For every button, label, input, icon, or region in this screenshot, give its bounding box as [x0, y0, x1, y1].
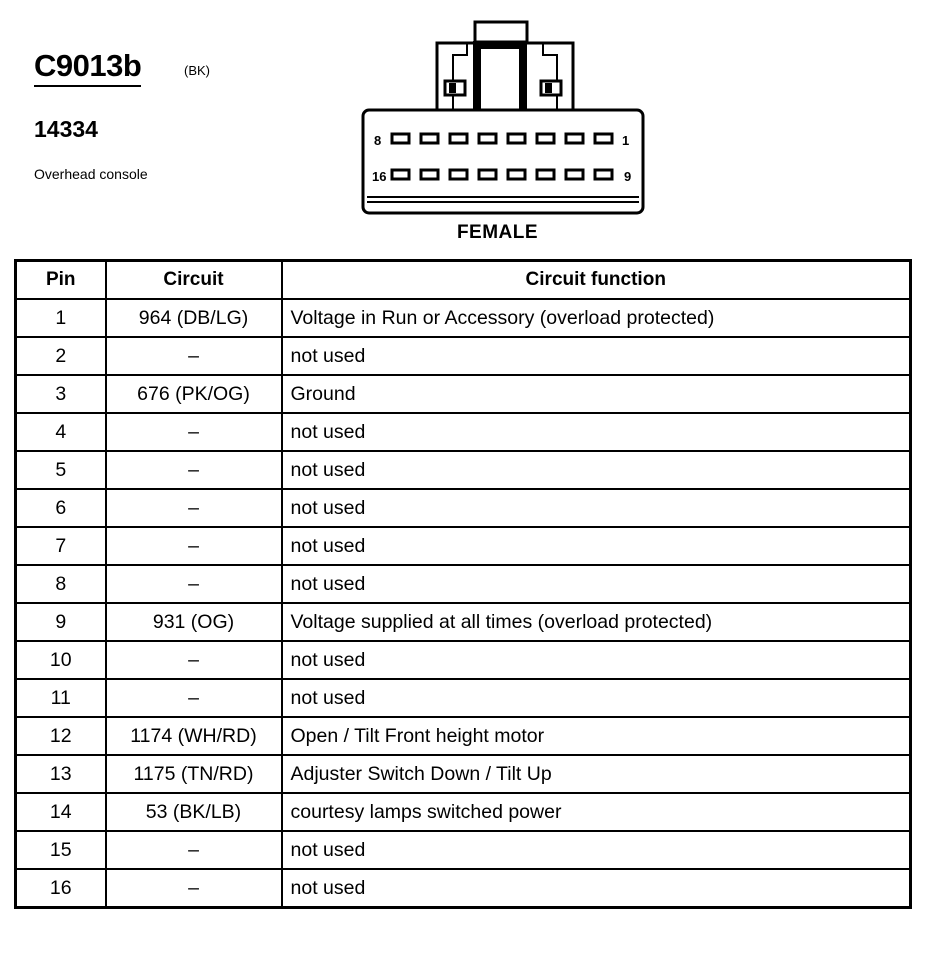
pin-cell: 6 — [16, 489, 106, 527]
table-row — [16, 413, 911, 451]
pin-cell: 4 — [16, 413, 106, 451]
circuit-cell: – — [106, 413, 282, 451]
pin-cavity — [450, 134, 467, 143]
pin-label-16: 16 — [372, 169, 387, 184]
pin-cavity — [479, 134, 496, 143]
circuit-cell: – — [106, 641, 282, 679]
circuit-cell: – — [106, 451, 282, 489]
connector-upper-housing — [437, 43, 573, 110]
pin-cell: 2 — [16, 337, 106, 375]
pin-cell: 10 — [16, 641, 106, 679]
table-row — [16, 717, 911, 755]
function-cell: not used — [282, 831, 911, 869]
circuit-cell: 931 (OG) — [106, 603, 282, 641]
circuit-cell: 676 (PK/OG) — [106, 375, 282, 413]
function-cell: Voltage in Run or Accessory (overload protected) — [282, 299, 911, 337]
table-row — [16, 793, 911, 831]
function-cell: not used — [282, 337, 911, 375]
function-cell: not used — [282, 641, 911, 679]
pin-cell: 15 — [16, 831, 106, 869]
table-row — [16, 451, 911, 489]
pinout-table — [14, 259, 912, 909]
function-cell: not used — [282, 451, 911, 489]
function-cell: Open / Tilt Front height motor — [282, 717, 911, 755]
circuit-cell: – — [106, 337, 282, 375]
function-cell: not used — [282, 565, 911, 603]
circuit-cell: 1175 (TN/RD) — [106, 755, 282, 793]
pin-cell: 1 — [16, 299, 106, 337]
pin-cavity — [537, 134, 554, 143]
pin-cavity — [566, 134, 583, 143]
connector-latch — [475, 22, 527, 42]
pin-cavity — [392, 170, 409, 179]
pin-cavity — [479, 170, 496, 179]
table-row — [16, 679, 911, 717]
connector-face-diagram — [355, 15, 655, 220]
function-cell: not used — [282, 527, 911, 565]
function-cell: not used — [282, 869, 911, 908]
pin-cavity — [508, 134, 525, 143]
pin-cavity — [392, 134, 409, 143]
pin-label-8: 8 — [374, 133, 382, 148]
function-cell: Adjuster Switch Down / Tilt Up — [282, 755, 911, 793]
function-cell: Voltage supplied at all times (overload protected) — [282, 603, 911, 641]
circuit-cell: 1174 (WH/RD) — [106, 717, 282, 755]
pin-cell: 13 — [16, 755, 106, 793]
table-row — [16, 869, 911, 908]
function-cell: not used — [282, 413, 911, 451]
connector-color-code: (BK) — [184, 63, 210, 78]
circuit-cell: – — [106, 869, 282, 908]
connector-type-label: FEMALE — [456, 222, 539, 243]
pin-cell: 9 — [16, 603, 106, 641]
pin-cavity — [595, 134, 612, 143]
pin-cavity — [566, 170, 583, 179]
circuit-cell: – — [106, 831, 282, 869]
table-row — [16, 831, 911, 869]
circuit-cell: – — [106, 527, 282, 565]
pin-cavity — [421, 170, 438, 179]
table-row — [16, 641, 911, 679]
circuit-cell: – — [106, 489, 282, 527]
header-pin: Pin — [16, 261, 106, 300]
pin-cell: 12 — [16, 717, 106, 755]
connector-lock-slot — [477, 45, 523, 110]
circuit-cell: 53 (BK/LB) — [106, 793, 282, 831]
table-row — [16, 527, 911, 565]
pin-cavity — [508, 170, 525, 179]
table-row — [16, 755, 911, 793]
pin-label-1: 1 — [622, 133, 630, 148]
circuit-cell: – — [106, 565, 282, 603]
header-function: Circuit function — [282, 261, 911, 300]
pin-cavity — [421, 134, 438, 143]
table-row — [16, 489, 911, 527]
table-row — [16, 375, 911, 413]
function-cell: courtesy lamps switched power — [282, 793, 911, 831]
connector-location: Overhead console — [34, 166, 148, 182]
function-cell: not used — [282, 489, 911, 527]
header-circuit: Circuit — [106, 261, 282, 300]
pin-cell: 14 — [16, 793, 106, 831]
pin-cavity — [450, 170, 467, 179]
pin-cell: 16 — [16, 869, 106, 908]
pin-cell: 5 — [16, 451, 106, 489]
circuit-cell: 964 (DB/LG) — [106, 299, 282, 337]
part-number: 14334 — [34, 116, 98, 142]
table-row — [16, 337, 911, 375]
pin-cell: 7 — [16, 527, 106, 565]
table-row — [16, 299, 911, 337]
circuit-cell: – — [106, 679, 282, 717]
pin-cell: 11 — [16, 679, 106, 717]
pin-cell: 8 — [16, 565, 106, 603]
table-row — [16, 603, 911, 641]
pin-cell: 3 — [16, 375, 106, 413]
connector-id: C9013b — [34, 50, 141, 87]
pin-cavity — [595, 170, 612, 179]
pin-cavity — [537, 170, 554, 179]
function-cell: not used — [282, 679, 911, 717]
pin-label-9: 9 — [624, 169, 632, 184]
table-row — [16, 565, 911, 603]
function-cell: Ground — [282, 375, 911, 413]
table-header-row — [16, 261, 911, 300]
